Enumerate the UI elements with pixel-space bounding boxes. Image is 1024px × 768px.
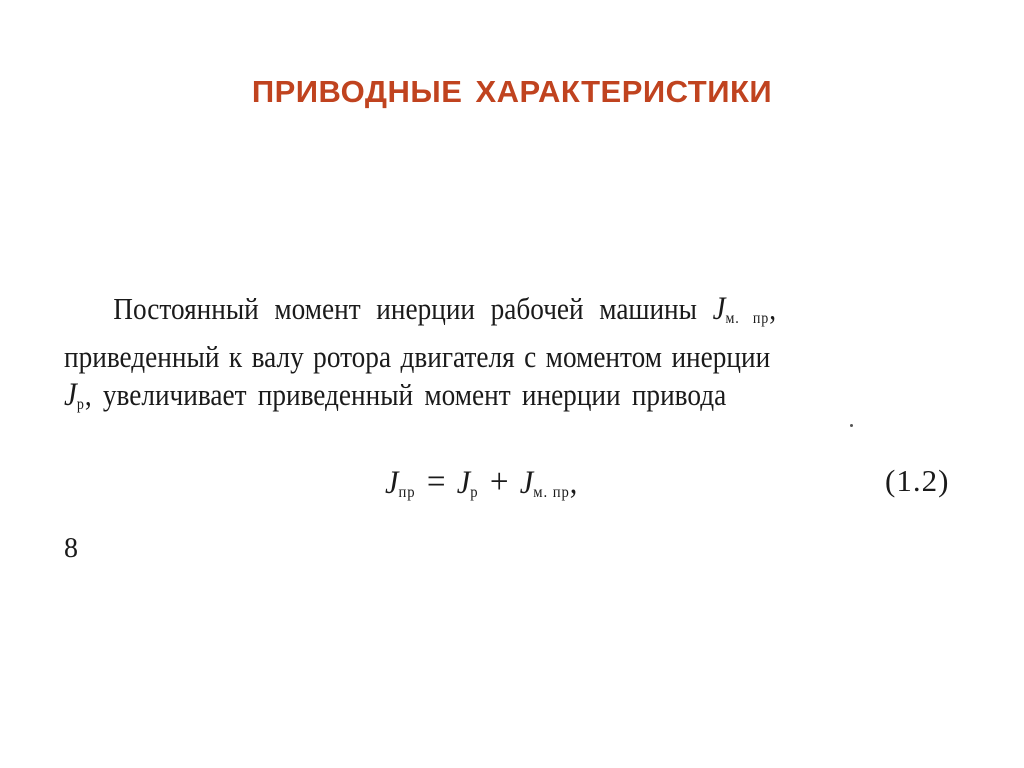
paragraph-line-3	[64, 376, 856, 424]
equation-equals: =	[426, 461, 446, 501]
slide-title: ПРИВОДНЫЕ ХАРАКТЕРИСТИКИ	[251, 74, 773, 109]
inertia-symbol-machine: J	[712, 291, 726, 327]
print-speck	[850, 424, 853, 427]
equation-plus: +	[489, 461, 509, 501]
paragraph-line-1-text: Постоянный момент инерции рабочей машины	[113, 291, 713, 326]
paragraph-line-2: приведенный к валу ротора двигателя с моментом инерции	[64, 339, 771, 374]
page-number: 8	[64, 533, 78, 564]
equation	[385, 460, 577, 502]
paragraph-line-3-text: , увеличивает приведенный момент инерции привода	[84, 377, 727, 412]
equation-term2-subscript: м. пр	[533, 484, 570, 501]
equation-lhs-subscript: пр	[398, 484, 416, 501]
inertia-symbol-rotor: J	[64, 377, 77, 413]
inertia-subscript-machine: м. пр	[725, 310, 770, 327]
paragraph-line-1-end: ,	[769, 291, 777, 326]
equation-term1-subscript: р	[470, 484, 479, 501]
inertia-subscript-rotor: р	[76, 396, 85, 413]
equation-term1-symbol: J	[456, 465, 471, 501]
equation-trailing-comma: ,	[569, 465, 578, 501]
equation-number: (1.2)	[885, 463, 950, 498]
body-paragraph	[64, 290, 856, 424]
equation-lhs-symbol: J	[385, 465, 399, 501]
equation-term2-symbol: J	[519, 465, 534, 501]
paragraph-line-1	[64, 290, 856, 338]
